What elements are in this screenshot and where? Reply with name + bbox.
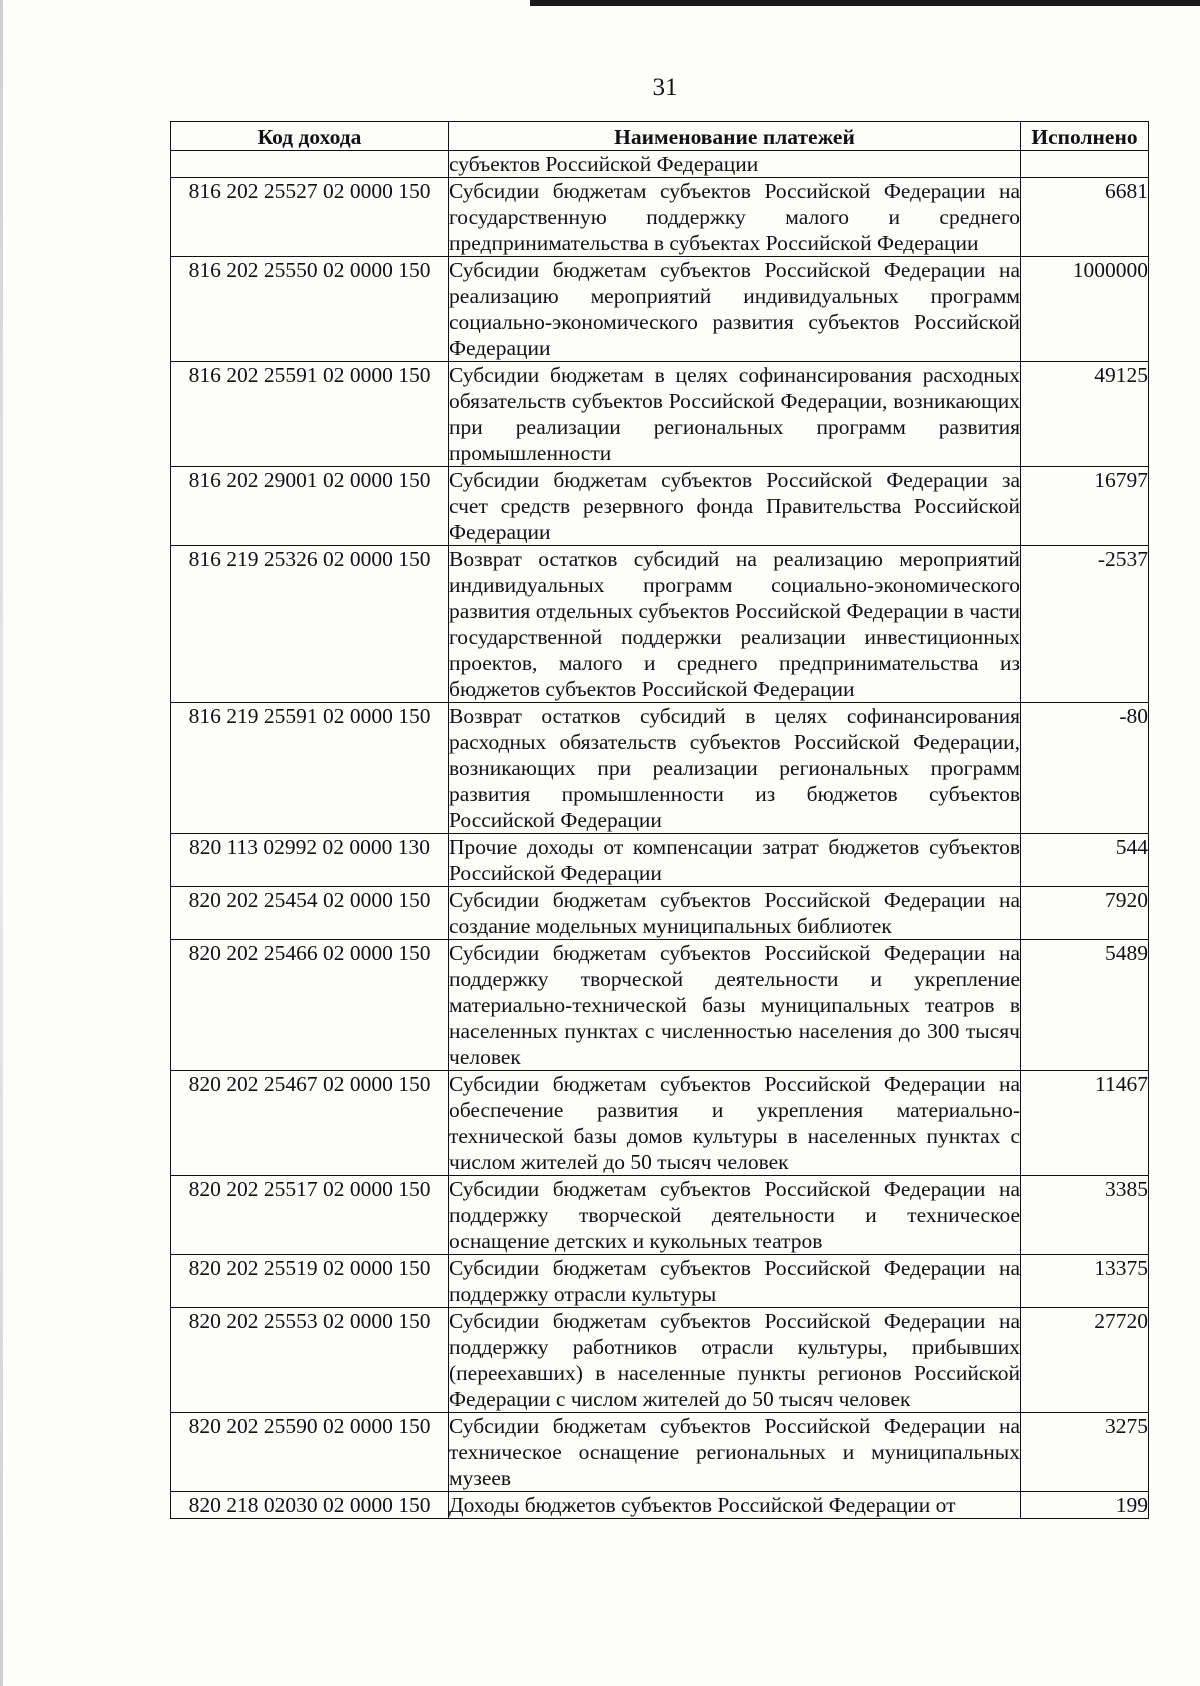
cell-code: 816 219 25591 02 0000 150	[171, 703, 449, 834]
cell-name: Субсидии бюджетам субъектов Российской Федерации за счет средств резервного фонда Правительства Российской Федерации	[449, 468, 1020, 544]
cell-executed: 3275	[1021, 1413, 1149, 1492]
cell-executed: 16797	[1021, 467, 1149, 546]
header-name: Наименование платежей	[449, 122, 1021, 151]
table-header-row	[171, 122, 1149, 151]
table-row	[171, 940, 1149, 1071]
table-row	[171, 887, 1149, 940]
cell-code: 820 202 25519 02 0000 150	[171, 1255, 449, 1308]
cell-code: 820 202 25590 02 0000 150	[171, 1413, 449, 1492]
table-row	[171, 1492, 1149, 1519]
cell-code: 820 218 02030 02 0000 150	[171, 1492, 449, 1519]
table-row	[171, 1413, 1149, 1492]
cell-name: Доходы бюджетов субъектов Российской Федерации от	[449, 1492, 1021, 1519]
table-row	[171, 467, 1149, 546]
table-row	[171, 1071, 1149, 1176]
header-executed: Исполнено	[1021, 122, 1149, 151]
cell-code: 816 219 25326 02 0000 150	[171, 546, 449, 703]
cell-code: 816 202 25550 02 0000 150	[171, 257, 449, 362]
cell-code: 820 202 25553 02 0000 150	[171, 1308, 449, 1413]
table-row	[171, 546, 1149, 703]
table-row	[171, 1176, 1149, 1255]
scan-left-edge	[0, 0, 3, 1686]
cell-name: Возврат остатков субсидий в целях софинансирования расходных обязательств субъектов Российской Федерации, возникающих при реализации региональных программ развития промышленности из бюджетов субъектов Российской Федерации	[449, 704, 1020, 832]
table-row	[171, 362, 1149, 467]
cell-name: Возврат остатков субсидий на реализацию мероприятий индивидуальных программ социально-экономического развития отдельных субъектов Российской Федерации в части государственной поддержки реализации инвестиционных проектов, малого и среднего предпринимательства из бюджетов субъектов Российской Федерации	[449, 547, 1020, 701]
table-row	[171, 257, 1149, 362]
cell-name: Субсидии бюджетам субъектов Российской Федерации на поддержку работников отрасли культуры, прибывших (переехавших) в населенные пункты регионов Российской Федерации с числом жителей до 50 тысяч человек	[449, 1309, 1020, 1411]
cell-code	[171, 151, 449, 178]
cell-code: 820 202 25517 02 0000 150	[171, 1176, 449, 1255]
cell-executed: 199	[1021, 1492, 1149, 1519]
cell-code: 820 202 25454 02 0000 150	[171, 887, 449, 940]
cell-name: Прочие доходы от компенсации затрат бюджетов субъектов Российской Федерации	[449, 835, 1020, 885]
cell-name: Субсидии бюджетам субъектов Российской Федерации на создание модельных муниципальных библиотек	[449, 888, 1020, 938]
cell-executed: 544	[1021, 834, 1149, 887]
table-row	[171, 1308, 1149, 1413]
cell-executed: 5489	[1021, 940, 1149, 1071]
cell-executed: 7920	[1021, 887, 1149, 940]
cell-code: 816 202 25527 02 0000 150	[171, 178, 449, 257]
table-row	[171, 703, 1149, 834]
table-row	[171, 834, 1149, 887]
cell-executed: -80	[1021, 703, 1149, 834]
cell-name: Субсидии бюджетам субъектов Российской Федерации на реализацию мероприятий индивидуальных программ социально-экономического развития субъектов Российской Федерации	[449, 258, 1020, 360]
cell-name: Субсидии бюджетам субъектов Российской Федерации на техническое оснащение региональных и муниципальных музеев	[449, 1414, 1020, 1490]
table-row-continuation	[171, 151, 1149, 178]
top-border-rule	[530, 0, 1200, 6]
cell-name: субъектов Российской Федерации	[449, 151, 1021, 178]
cell-executed: 13375	[1021, 1255, 1149, 1308]
cell-executed: 11467	[1021, 1071, 1149, 1176]
cell-executed: 3385	[1021, 1176, 1149, 1255]
cell-name: Субсидии бюджетам субъектов Российской Федерации на поддержку творческой деятельности и техническое оснащение детских и кукольных театров	[449, 1177, 1020, 1253]
table-row	[171, 178, 1149, 257]
cell-code: 816 202 25591 02 0000 150	[171, 362, 449, 467]
cell-code: 820 113 02992 02 0000 130	[171, 834, 449, 887]
revenue-table	[170, 121, 1149, 1519]
page-number: 31	[652, 74, 678, 101]
cell-executed	[1021, 151, 1149, 178]
cell-executed: 1000000	[1021, 257, 1149, 362]
cell-code: 816 202 29001 02 0000 150	[171, 467, 449, 546]
cell-executed: 6681	[1021, 178, 1149, 257]
cell-name: Субсидии бюджетам субъектов Российской Федерации на поддержку отрасли культуры	[449, 1256, 1020, 1306]
table-row	[171, 1255, 1149, 1308]
cell-name: Субсидии бюджетам субъектов Российской Федерации на поддержку творческой деятельности и укрепление материально-технической базы муниципальных театров в населенных пунктах с численностью населения до 300 тысяч человек	[449, 941, 1020, 1069]
cell-name: Субсидии бюджетам субъектов Российской Федерации на государственную поддержку малого и среднего предпринимательства в субъектах Российской Федерации	[449, 179, 1020, 255]
cell-name: Субсидии бюджетам субъектов Российской Федерации на обеспечение развития и укрепления материально-технической базы домов культуры в населенных пунктах с числом жителей до 50 тысяч человек	[449, 1072, 1020, 1174]
cell-executed: 27720	[1021, 1308, 1149, 1413]
cell-code: 820 202 25466 02 0000 150	[171, 940, 449, 1071]
cell-name: Субсидии бюджетам в целях софинансирования расходных обязательств субъектов Российской Федерации, возникающих при реализации региональных программ развития промышленности	[449, 363, 1020, 465]
cell-executed: 49125	[1021, 362, 1149, 467]
header-code: Код дохода	[171, 122, 449, 151]
cell-executed: -2537	[1021, 546, 1149, 703]
cell-code: 820 202 25467 02 0000 150	[171, 1071, 449, 1176]
